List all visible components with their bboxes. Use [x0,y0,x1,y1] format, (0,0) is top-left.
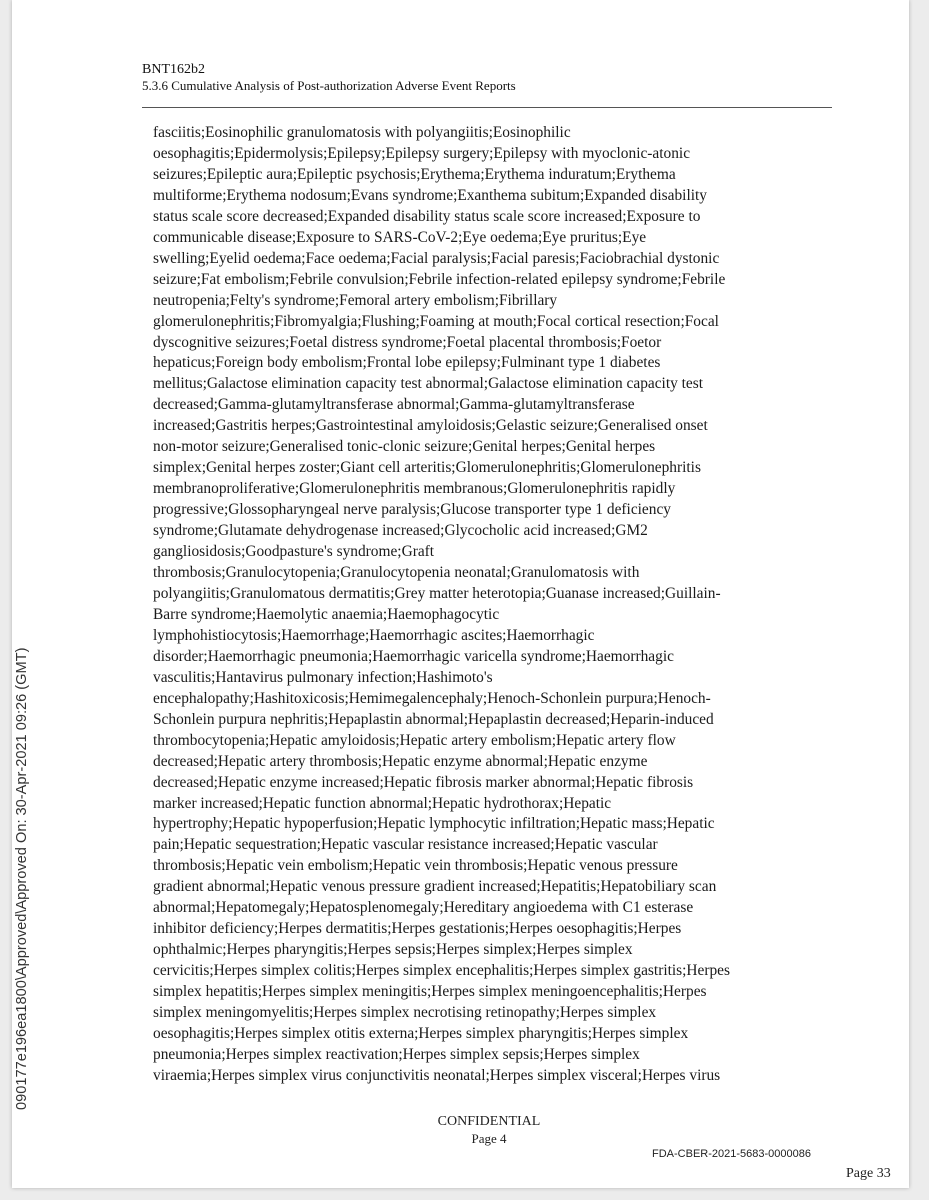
outer-page-number: Page 33 [846,1166,891,1181]
page-header [142,62,832,94]
document-page [12,0,909,1188]
product-name: BNT162b2 [142,62,205,77]
document-id: FDA-CBER-2021-5683-0000086 [652,1148,811,1160]
confidential-label: CONFIDENTIAL [437,1114,541,1129]
adverse-event-list: fasciitis;Eosinophilic granulomatosis with polyangiitis;Eosinophilic oesophagitis;Epidermolysis;Epilepsy;Epilepsy surgery;Epilepsy with myoclonic-atonic seizures;Epileptic aura;Epileptic psychosis;Erythema;Erythema induratum;Erythema multiforme;Erythema nodosum;Evans syndrome;Exanthema subitum;Expanded disability status scale score decreased;Expanded disability status scale score increased;Exposure to communicable disease;Exposure to SARS-CoV-2;Eye oedema;Eye pruritus;Eye swelling;Eyelid oedema;Face oedema;Facial paralysis;Facial paresis;Faciobrachial dystonic seizure;Fat embolism;Febrile convulsion;Febrile infection-related epilepsy syndrome;Febrile neutropenia;Felty's syndrome;Femoral artery embolism;Fibrillary glomerulonephritis;Fibromyalgia;Flushing;Foaming at mouth;Focal cortical resection;Focal dyscognitive seizures;Foetal distress syndrome;Foetal placental thrombosis;Foetor hepaticus;Foreign body embolism;Frontal lobe epilepsy;Fulminant type 1 diabetes mellitus;Galactose elimination capacity test abnormal;Galactose elimination capacity test decreased;Gamma-glutamyltransferase abnormal;Gamma-glutamyltransferase increased;Gastritis herpes;Gastrointestinal amyloidosis;Gelastic seizure;Generalised onset non-motor seizure;Generalised tonic-clonic seizure;Genital herpes;Genital herpes simplex;Genital herpes zoster;Giant cell arteritis;Glomerulonephritis;Glomerulonephritis membranoproliferative;Glomerulonephritis membranous;Glomerulonephritis rapidly progressive;Glossopharyngeal nerve paralysis;Glucose transporter type 1 deficiency syndrome;Glutamate dehydrogenase increased;Glycocholic acid increased;GM2 gangliosidosis;Goodpasture's syndrome;Graft thrombosis;Granulocytopenia;Granulocytopenia neonatal;Granulomatosis with polyangiitis;Granulomatous dermatitis;Grey matter heterotopia;Guanase increased;Guillain- Barre syndrome;Haemolytic anaemia;Haemophagocytic lymphohistiocytosis;Haemorrhage;Haemorrhagic ascites;Haemorrhagic disorder;Haemorrhagic pneumonia;Haemorrhagic varicella syndrome;Haemorrhagic vasculitis;Hantavirus pulmonary infection;Hashimoto's encephalopathy;Hashitoxicosis;Hemimegalencephaly;Henoch-Schonlein purpura;Henoch- Schonlein purpura nephritis;Hepaplastin abnormal;Hepaplastin decreased;Heparin-induced thrombocytopenia;Hepatic amyloidosis;Hepatic artery embolism;Hepatic artery flow decreased;Hepatic artery thrombosis;Hepatic enzyme abnormal;Hepatic enzyme decreased;Hepatic enzyme increased;Hepatic fibrosis marker abnormal;Hepatic fibrosis marker increased;Hepatic function abnormal;Hepatic hydrothorax;Hepatic hypertrophy;Hepatic hypoperfusion;Hepatic lymphocytic infiltration;Hepatic mass;Hepatic pain;Hepatic sequestration;Hepatic vascular resistance increased;Hepatic vascular thrombosis;Hepatic vein embolism;Hepatic vein thrombosis;Hepatic venous pressure gradient abnormal;Hepatic venous pressure gradient increased;Hepatitis;Hepatobiliary scan abnormal;Hepatomegaly;Hepatosplenomegaly;Hereditary angioedema with C1 esterase inhibitor deficiency;Herpes dermatitis;Herpes gestationis;Herpes oesophagitis;Herpes ophthalmic;Herpes pharyngitis;Herpes sepsis;Herpes simplex;Herpes simplex cervicitis;Herpes simplex colitis;Herpes simplex encephalitis;Herpes simplex gastritis;Herpes simplex hepatitis;Herpes simplex meningitis;Herpes simplex meningoencephalitis;Herpes simplex meningomyelitis;Herpes simplex necrotising retinopathy;Herpes simplex oesophagitis;Herpes simplex otitis externa;Herpes simplex pharyngitis;Herpes simplex pneumonia;Herpes simplex reactivation;Herpes simplex sepsis;Herpes simplex viraemia;Herpes simplex virus conjunctivitis neonatal;Herpes simplex visceral;Herpes virus [153,124,731,1084]
header-divider [142,107,832,108]
section-title: 5.3.6 Cumulative Analysis of Post-authorization Adverse Event Reports [142,78,516,93]
approval-stamp: 090177e196ea1800\Approved\Approved On: 30-Apr-2021 09:26 (GMT) [14,647,30,1110]
page-number: Page 4 [471,1131,507,1146]
